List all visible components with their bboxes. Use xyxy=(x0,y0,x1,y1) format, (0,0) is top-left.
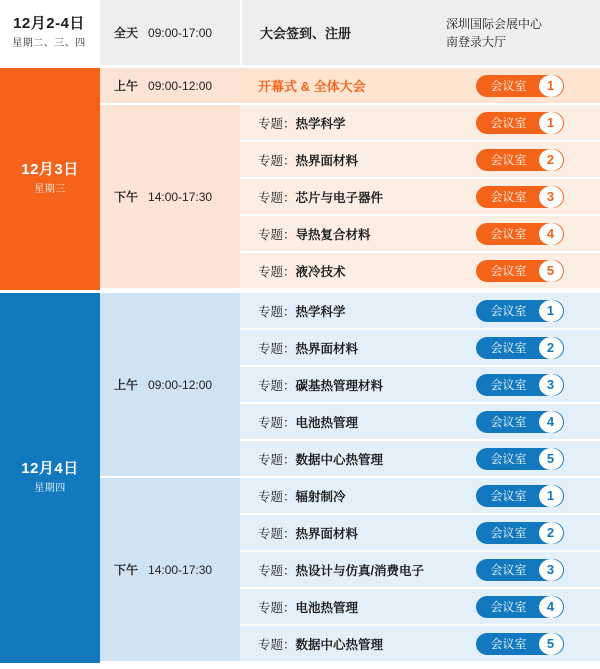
header-venue xyxy=(440,0,600,65)
session-topic-name: 热界面材料 xyxy=(295,341,359,356)
room-badge-number: 1 xyxy=(539,112,563,134)
session-topic-name: 热界面材料 xyxy=(295,526,359,541)
room-badge xyxy=(476,186,563,208)
room-cell xyxy=(440,559,600,581)
room-badge-label: 会议室 xyxy=(490,599,527,614)
session-topic-label: 专题： xyxy=(258,153,296,168)
room-badge-label: 会议室 xyxy=(490,263,527,278)
room-badge-label: 会议室 xyxy=(490,488,527,503)
room-badge-number: 3 xyxy=(539,559,563,581)
header-time-cell xyxy=(100,0,240,65)
room-badge-number: 2 xyxy=(539,522,563,544)
session-topic xyxy=(240,188,440,206)
day-sessions xyxy=(100,68,600,290)
header-times: 09:00-17:00 xyxy=(148,25,213,40)
room-cell xyxy=(440,596,600,618)
room-badge-label: 会议室 xyxy=(490,226,527,241)
room-cell xyxy=(440,485,600,507)
table-row[interactable] xyxy=(240,404,600,441)
room-badge-number: 3 xyxy=(539,186,563,208)
session-topic xyxy=(240,524,440,542)
day-block xyxy=(0,293,600,663)
room-badge-number: 1 xyxy=(539,300,563,322)
session-topic xyxy=(240,561,440,579)
session-topic-name: 芯片与电子器件 xyxy=(295,190,384,205)
table-row[interactable] xyxy=(240,253,600,290)
room-cell xyxy=(440,186,600,208)
table-row[interactable] xyxy=(240,515,600,552)
session-topic xyxy=(240,450,440,468)
day-block xyxy=(0,68,600,290)
room-badge-number: 4 xyxy=(539,596,563,618)
session-topic xyxy=(240,151,440,169)
session-topic-label: 专题： xyxy=(258,227,296,242)
session-rows xyxy=(240,68,600,105)
header-venue-line2: 南登录大厅 xyxy=(446,34,507,49)
day-date-main: 12月3日 xyxy=(21,161,79,179)
room-cell xyxy=(440,522,600,544)
session-topic-label: 专题： xyxy=(258,452,296,467)
room-badge xyxy=(476,522,563,544)
table-row[interactable] xyxy=(240,179,600,216)
room-badge xyxy=(476,559,563,581)
session-topic-label: 专题： xyxy=(258,637,296,652)
period-cell xyxy=(100,105,240,290)
session-rows xyxy=(240,105,600,290)
session-topic-label: 专题： xyxy=(258,415,296,430)
header-date-main: 12月2-4日 xyxy=(13,14,85,32)
period-label: 下午 xyxy=(114,563,139,577)
header-title: 大会签到、注册 xyxy=(240,0,440,65)
session-topic-name: 数据中心热管理 xyxy=(295,452,384,467)
room-badge-label: 会议室 xyxy=(490,414,527,429)
table-row[interactable] xyxy=(240,216,600,253)
period-times: 14:00-17:30 xyxy=(148,189,213,204)
room-badge-number: 5 xyxy=(539,260,563,282)
session-topic-name: 热设计与仿真/消费电子 xyxy=(295,563,424,578)
room-badge-label: 会议室 xyxy=(490,525,527,540)
room-badge xyxy=(476,485,563,507)
period-group xyxy=(100,105,600,290)
room-badge xyxy=(476,337,563,359)
header-date-cell xyxy=(0,0,100,65)
session-topic-label: 专题： xyxy=(258,341,296,356)
session-topic xyxy=(240,302,440,320)
room-badge-label: 会议室 xyxy=(490,78,527,93)
room-badge-number: 1 xyxy=(539,485,563,507)
table-row[interactable] xyxy=(240,142,600,179)
session-topic xyxy=(240,376,440,394)
room-badge xyxy=(476,75,563,97)
room-badge-label: 会议室 xyxy=(490,340,527,355)
session-topic-label: 专题： xyxy=(258,600,296,615)
period-label: 下午 xyxy=(114,190,139,204)
session-topic-name: 热界面材料 xyxy=(295,153,359,168)
session-topic xyxy=(240,114,440,132)
session-topic xyxy=(240,635,440,653)
table-row[interactable] xyxy=(240,441,600,478)
session-topic-label: 专题： xyxy=(258,489,296,504)
room-cell xyxy=(440,411,600,433)
session-topic-name: 电池热管理 xyxy=(295,415,359,430)
session-topic xyxy=(240,413,440,431)
table-row[interactable] xyxy=(240,105,600,142)
period-group xyxy=(100,293,600,478)
day-date-cell xyxy=(0,68,100,290)
session-topic-name: 数据中心热管理 xyxy=(295,637,384,652)
room-badge-number: 2 xyxy=(539,337,563,359)
session-topic-label: 专题： xyxy=(258,264,296,279)
day-date-sub: 星期四 xyxy=(34,483,66,495)
session-topic xyxy=(240,339,440,357)
period-times: 09:00-12:00 xyxy=(148,377,213,392)
table-row[interactable] xyxy=(240,330,600,367)
day-sessions xyxy=(100,293,600,663)
period-cell xyxy=(100,68,240,105)
room-cell xyxy=(440,300,600,322)
room-badge xyxy=(476,260,563,282)
room-badge-number: 1 xyxy=(539,75,563,97)
period-cell xyxy=(100,478,240,663)
room-badge-number: 4 xyxy=(539,411,563,433)
room-badge-number: 3 xyxy=(539,374,563,396)
room-cell xyxy=(440,112,600,134)
session-topic-name: 辐射制冷 xyxy=(295,489,346,504)
room-cell xyxy=(440,149,600,171)
session-rows xyxy=(240,478,600,663)
room-badge xyxy=(476,300,563,322)
session-rows xyxy=(240,293,600,478)
session-topic-name: 开幕式 & 全体大会 xyxy=(258,79,366,94)
room-badge xyxy=(476,448,563,470)
room-badge xyxy=(476,374,563,396)
room-badge-number: 5 xyxy=(539,448,563,470)
table-row[interactable] xyxy=(240,367,600,404)
day-date-main: 12月4日 xyxy=(21,460,79,478)
period-label: 上午 xyxy=(114,79,139,93)
room-badge-label: 会议室 xyxy=(490,303,527,318)
room-cell xyxy=(440,633,600,655)
room-badge xyxy=(476,411,563,433)
period-group xyxy=(100,478,600,663)
period-times: 14:00-17:30 xyxy=(148,562,213,577)
session-topic-label: 专题： xyxy=(258,116,296,131)
room-badge-number: 5 xyxy=(539,633,563,655)
schedule-header-row xyxy=(0,0,600,68)
day-date-cell xyxy=(0,293,100,663)
days-container xyxy=(0,68,600,663)
header-venue-line1: 深圳国际会展中心 xyxy=(446,16,543,31)
session-topic-label: 专题： xyxy=(258,304,296,319)
table-row[interactable] xyxy=(240,589,600,626)
session-topic-name: 热学科学 xyxy=(295,304,346,319)
room-badge-label: 会议室 xyxy=(490,562,527,577)
period-cell xyxy=(100,293,240,478)
room-badge-label: 会议室 xyxy=(490,152,527,167)
session-topic-label: 专题： xyxy=(258,190,296,205)
room-cell xyxy=(440,337,600,359)
room-cell xyxy=(440,223,600,245)
room-cell xyxy=(440,260,600,282)
room-cell xyxy=(440,448,600,470)
period-group xyxy=(100,68,600,105)
session-topic xyxy=(240,598,440,616)
session-topic-name: 热学科学 xyxy=(295,116,346,131)
room-badge xyxy=(476,112,563,134)
session-topic-name: 导热复合材料 xyxy=(295,227,371,242)
session-topic-label: 专题： xyxy=(258,563,296,578)
session-topic-name: 电池热管理 xyxy=(295,600,359,615)
room-cell xyxy=(440,374,600,396)
table-row[interactable] xyxy=(240,552,600,589)
session-topic-name: 液冷技术 xyxy=(295,264,346,279)
table-row[interactable] xyxy=(240,293,600,330)
room-badge xyxy=(476,633,563,655)
room-badge xyxy=(476,149,563,171)
table-row[interactable] xyxy=(240,68,600,105)
room-badge xyxy=(476,596,563,618)
room-badge-number: 4 xyxy=(539,223,563,245)
day-date-sub: 星期三 xyxy=(34,184,66,196)
table-row[interactable] xyxy=(240,478,600,515)
session-topic-label: 专题： xyxy=(258,378,296,393)
room-badge-label: 会议室 xyxy=(490,115,527,130)
session-topic xyxy=(240,76,440,95)
room-badge-label: 会议室 xyxy=(490,451,527,466)
room-badge-label: 会议室 xyxy=(490,377,527,392)
room-badge xyxy=(476,223,563,245)
header-date-sub: 星期二、三、四 xyxy=(12,37,86,49)
room-badge-label: 会议室 xyxy=(490,189,527,204)
room-badge-number: 2 xyxy=(539,149,563,171)
session-topic xyxy=(240,225,440,243)
header-period: 全天 xyxy=(114,26,139,40)
room-cell xyxy=(440,75,600,97)
table-row[interactable] xyxy=(240,626,600,663)
session-topic-label: 专题： xyxy=(258,526,296,541)
period-times: 09:00-12:00 xyxy=(148,78,213,93)
room-badge-label: 会议室 xyxy=(490,636,527,651)
session-topic xyxy=(240,487,440,505)
session-topic xyxy=(240,262,440,280)
period-label: 上午 xyxy=(114,378,139,392)
session-topic-name: 碳基热管理材料 xyxy=(295,378,384,393)
